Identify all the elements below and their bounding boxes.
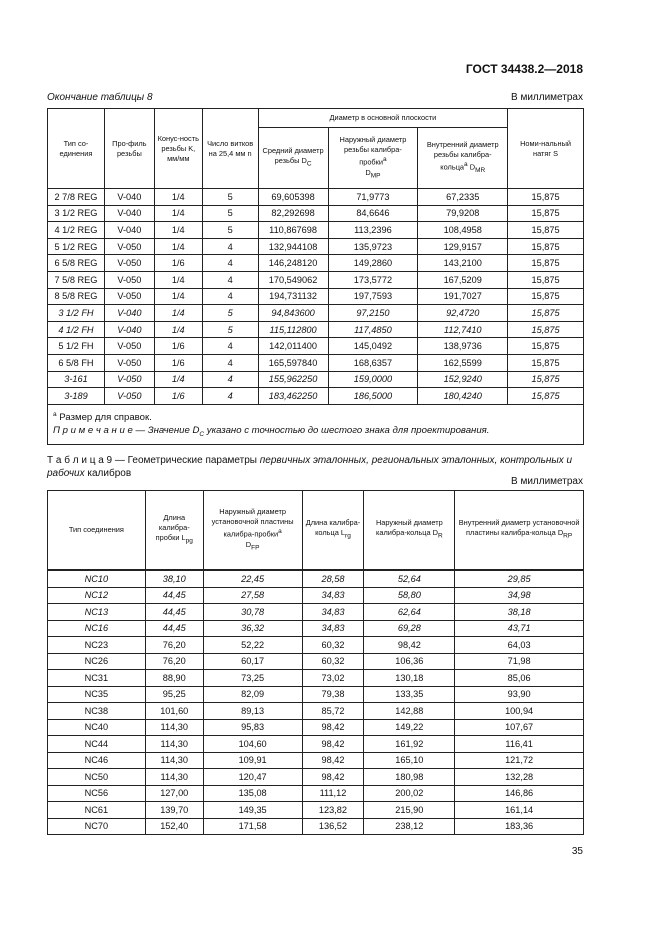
col-dc: Средний диаметр резьбы $D_C$ bbox=[258, 128, 328, 189]
table-cell: 60,17 bbox=[203, 653, 302, 670]
table-cell: 162,5599 bbox=[418, 354, 508, 371]
table-cell: 133,35 bbox=[364, 686, 455, 703]
table-cell: 161,92 bbox=[364, 736, 455, 753]
col-taper: Конус-ность резьбы K, мм/мм bbox=[154, 109, 202, 189]
table-cell: V-050 bbox=[104, 288, 154, 305]
table-cell: 183,462250 bbox=[258, 388, 328, 405]
table-cell: 27,58 bbox=[203, 587, 302, 604]
col-dmp: Наружный диаметр резьбы калибра-пробки$^a$ $D_{MP}$ bbox=[328, 128, 418, 189]
table-cell: 95,25 bbox=[145, 686, 203, 703]
col-dr: Наружный диаметр калибра-кольца $D_R$ bbox=[364, 491, 455, 571]
table-cell: 4 bbox=[202, 238, 258, 255]
table-cell: 180,98 bbox=[364, 769, 455, 786]
table-cell: 98,42 bbox=[302, 769, 364, 786]
table-cell: 117,4850 bbox=[328, 321, 418, 338]
table-cell: NC56 bbox=[48, 785, 146, 802]
table-cell: 15,875 bbox=[508, 222, 584, 239]
table-cell: NC31 bbox=[48, 670, 146, 687]
table-cell: 98,42 bbox=[302, 719, 364, 736]
table-cell: NC50 bbox=[48, 769, 146, 786]
table-cell: 180,4240 bbox=[418, 388, 508, 405]
table-cell: 1/4 bbox=[154, 271, 202, 288]
table-cell: 1/4 bbox=[154, 288, 202, 305]
table-row bbox=[48, 321, 584, 338]
table-cell: 98,42 bbox=[302, 736, 364, 753]
table-cell: V-040 bbox=[104, 189, 154, 206]
table-row bbox=[48, 670, 584, 687]
table-cell: 194,731132 bbox=[258, 288, 328, 305]
table-cell: 5 bbox=[202, 222, 258, 239]
table-cell: 98,42 bbox=[364, 637, 455, 654]
table-cell: V-040 bbox=[104, 205, 154, 222]
footnote-a: $^a$ Размер для справок. bbox=[53, 410, 152, 423]
table-cell: 5 bbox=[202, 321, 258, 338]
table-cell: 34,98 bbox=[455, 587, 584, 604]
col-type: Тип соединения bbox=[48, 491, 146, 571]
table-cell: 4 1/2 FH bbox=[48, 321, 105, 338]
table8-units: В миллиметрах bbox=[511, 92, 583, 103]
table-cell: 4 bbox=[202, 388, 258, 405]
table-cell: 129,9157 bbox=[418, 238, 508, 255]
table-cell: NC44 bbox=[48, 736, 146, 753]
table-cell: 4 bbox=[202, 255, 258, 272]
table-cell: 29,85 bbox=[455, 570, 584, 587]
table-cell: 167,5209 bbox=[418, 271, 508, 288]
table-row bbox=[48, 371, 584, 388]
table-cell: 30,78 bbox=[203, 604, 302, 621]
table-row bbox=[48, 222, 584, 239]
table-row bbox=[48, 653, 584, 670]
table-row bbox=[48, 736, 584, 753]
table-cell: 197,7593 bbox=[328, 288, 418, 305]
table-cell: 123,82 bbox=[302, 802, 364, 819]
table-cell: 85,72 bbox=[302, 703, 364, 720]
table-cell: 155,962250 bbox=[258, 371, 328, 388]
table-cell: 15,875 bbox=[508, 271, 584, 288]
table-cell: 3-161 bbox=[48, 371, 105, 388]
table-cell: 1/6 bbox=[154, 338, 202, 355]
table-cell: 115,112800 bbox=[258, 321, 328, 338]
table-cell: 82,292698 bbox=[258, 205, 328, 222]
table-cell: 238,12 bbox=[364, 818, 455, 835]
table-row bbox=[48, 288, 584, 305]
table-cell: 15,875 bbox=[508, 305, 584, 322]
table-cell: V-050 bbox=[104, 255, 154, 272]
table-cell: 1/4 bbox=[154, 238, 202, 255]
table-row bbox=[48, 703, 584, 720]
table9-units: В миллиметрах bbox=[511, 476, 583, 487]
table-cell: V-050 bbox=[104, 388, 154, 405]
table-cell: 73,02 bbox=[302, 670, 364, 687]
table-cell: 7 5/8 REG bbox=[48, 271, 105, 288]
table-row bbox=[48, 570, 584, 587]
table-row bbox=[48, 752, 584, 769]
table-cell: 82,09 bbox=[203, 686, 302, 703]
table-cell: 116,41 bbox=[455, 736, 584, 753]
col-dmr: Внутренний диаметр резьбы калибра-кольца$^a$ $D_{MR}$ bbox=[418, 128, 508, 189]
table-cell: NC35 bbox=[48, 686, 146, 703]
table-cell: 44,45 bbox=[145, 620, 203, 637]
table-cell: 152,40 bbox=[145, 818, 203, 835]
table8-notes bbox=[48, 404, 584, 444]
col-lrg: Длина калибра-кольца $L_{rg}$ bbox=[302, 491, 364, 571]
table-cell: 165,597840 bbox=[258, 354, 328, 371]
table-cell: V-040 bbox=[104, 222, 154, 239]
table-cell: 114,30 bbox=[145, 719, 203, 736]
table-cell: 15,875 bbox=[508, 354, 584, 371]
table-cell: 143,2100 bbox=[418, 255, 508, 272]
table-cell: 173,5772 bbox=[328, 271, 418, 288]
table-cell: 109,91 bbox=[203, 752, 302, 769]
table-cell: 146,86 bbox=[455, 785, 584, 802]
table-row bbox=[48, 388, 584, 405]
table-cell: 76,20 bbox=[145, 637, 203, 654]
table-row bbox=[48, 338, 584, 355]
table-cell: 136,52 bbox=[302, 818, 364, 835]
table-cell: 142,011400 bbox=[258, 338, 328, 355]
table9-caption: Т а б л и ц а 9 — Геометрические параметры первичных эталонных, региональных эталонных, контрольных и рабочих калибров bbox=[47, 455, 573, 479]
table-cell: NC70 bbox=[48, 818, 146, 835]
table-cell: 1/6 bbox=[154, 354, 202, 371]
table-cell: 69,28 bbox=[364, 620, 455, 637]
table-cell: 58,80 bbox=[364, 587, 455, 604]
table-cell: 149,2860 bbox=[328, 255, 418, 272]
table-cell: 120,47 bbox=[203, 769, 302, 786]
table8-note: П р и м е ч а н и е — Значение $D_C$ указано с точностью до шестого знака для проектирования. bbox=[53, 424, 490, 438]
table-cell: 1/6 bbox=[154, 255, 202, 272]
table-cell: 67,2335 bbox=[418, 189, 508, 206]
table-cell: 89,13 bbox=[203, 703, 302, 720]
table-cell: 200,02 bbox=[364, 785, 455, 802]
table-cell: NC10 bbox=[48, 570, 146, 587]
table-row bbox=[48, 719, 584, 736]
table-cell: 44,45 bbox=[145, 587, 203, 604]
table-cell: 22,45 bbox=[203, 570, 302, 587]
table-cell: 135,08 bbox=[203, 785, 302, 802]
col-turns: Число витков на 25,4 мм n bbox=[202, 109, 258, 189]
col-lpg: Длина калибра-пробки $L_{pg}$ bbox=[145, 491, 203, 571]
col-plane: Диаметр в основной плоскости bbox=[258, 109, 508, 128]
table-cell: 15,875 bbox=[508, 255, 584, 272]
table-cell: 8 5/8 REG bbox=[48, 288, 105, 305]
table-cell: 43,71 bbox=[455, 620, 584, 637]
table-cell: NC38 bbox=[48, 703, 146, 720]
table-cell: 5 bbox=[202, 189, 258, 206]
col-s: Номи-нальный натяг S bbox=[508, 109, 584, 189]
table-cell: 52,64 bbox=[364, 570, 455, 587]
table-cell: 69,605398 bbox=[258, 189, 328, 206]
table-cell: 95,83 bbox=[203, 719, 302, 736]
table-cell: 191,7027 bbox=[418, 288, 508, 305]
table-cell: 171,58 bbox=[203, 818, 302, 835]
table-cell: 3 1/2 REG bbox=[48, 205, 105, 222]
table-cell: 1/4 bbox=[154, 189, 202, 206]
table-cell: 132,28 bbox=[455, 769, 584, 786]
table8 bbox=[47, 108, 584, 445]
table-cell: 1/4 bbox=[154, 371, 202, 388]
table-cell: 98,42 bbox=[302, 752, 364, 769]
table-cell: 15,875 bbox=[508, 338, 584, 355]
col-dfp: Наружный диаметр установочной пластины калибра-пробки$^a$ $D_{FP}$ bbox=[203, 491, 302, 571]
table-cell: 110,867698 bbox=[258, 222, 328, 239]
table-cell: 79,38 bbox=[302, 686, 364, 703]
table-row bbox=[48, 205, 584, 222]
table-cell: V-040 bbox=[104, 321, 154, 338]
table-cell: 38,18 bbox=[455, 604, 584, 621]
table-cell: 4 1/2 REG bbox=[48, 222, 105, 239]
table-cell: 64,03 bbox=[455, 637, 584, 654]
table-cell: 152,9240 bbox=[418, 371, 508, 388]
table-cell: 168,6357 bbox=[328, 354, 418, 371]
table-row bbox=[48, 255, 584, 272]
table-cell: 1/4 bbox=[154, 321, 202, 338]
table-cell: NC16 bbox=[48, 620, 146, 637]
table-cell: 15,875 bbox=[508, 371, 584, 388]
table-cell: 101,60 bbox=[145, 703, 203, 720]
standard-header: ГОСТ 34438.2—2018 bbox=[465, 62, 583, 76]
table-cell: 170,549062 bbox=[258, 271, 328, 288]
table-row bbox=[48, 354, 584, 371]
table-cell: 114,30 bbox=[145, 769, 203, 786]
table-cell: 15,875 bbox=[508, 388, 584, 405]
table-cell: 1/4 bbox=[154, 222, 202, 239]
table-cell: 145,0492 bbox=[328, 338, 418, 355]
table-cell: 4 bbox=[202, 338, 258, 355]
table-cell: 183,36 bbox=[455, 818, 584, 835]
table-cell: 38,10 bbox=[145, 570, 203, 587]
table-cell: 84,6646 bbox=[328, 205, 418, 222]
table-cell: V-050 bbox=[104, 354, 154, 371]
table-cell: 34,83 bbox=[302, 620, 364, 637]
table-row bbox=[48, 238, 584, 255]
table-cell: 111,12 bbox=[302, 785, 364, 802]
table-cell: 112,7410 bbox=[418, 321, 508, 338]
table-cell: 15,875 bbox=[508, 189, 584, 206]
table-cell: 2 7/8 REG bbox=[48, 189, 105, 206]
table-cell: 88,90 bbox=[145, 670, 203, 687]
table-cell: 1/6 bbox=[154, 388, 202, 405]
table-cell: 34,83 bbox=[302, 604, 364, 621]
table-cell: 215,90 bbox=[364, 802, 455, 819]
table-cell: V-050 bbox=[104, 238, 154, 255]
table-cell: 60,32 bbox=[302, 637, 364, 654]
table-cell: 15,875 bbox=[508, 205, 584, 222]
table-cell: 4 bbox=[202, 288, 258, 305]
table-cell: 15,875 bbox=[508, 321, 584, 338]
table-row bbox=[48, 587, 584, 604]
table-cell: NC26 bbox=[48, 653, 146, 670]
table-row bbox=[48, 271, 584, 288]
table-cell: 5 bbox=[202, 305, 258, 322]
table-cell: 15,875 bbox=[508, 238, 584, 255]
table-cell: 28,58 bbox=[302, 570, 364, 587]
table-cell: 100,94 bbox=[455, 703, 584, 720]
table-cell: NC40 bbox=[48, 719, 146, 736]
table-cell: 186,5000 bbox=[328, 388, 418, 405]
table-cell: 79,9208 bbox=[418, 205, 508, 222]
table-cell: 36,32 bbox=[203, 620, 302, 637]
table-cell: 114,30 bbox=[145, 752, 203, 769]
table-cell: 1/4 bbox=[154, 205, 202, 222]
table-cell: 71,9773 bbox=[328, 189, 418, 206]
table-cell: 92,4720 bbox=[418, 305, 508, 322]
table-row bbox=[48, 686, 584, 703]
table-cell: 161,14 bbox=[455, 802, 584, 819]
col-profile: Про-филь резьбы bbox=[104, 109, 154, 189]
table-cell: 135,9723 bbox=[328, 238, 418, 255]
table-cell: 142,88 bbox=[364, 703, 455, 720]
table-row bbox=[48, 637, 584, 654]
table-cell: 44,45 bbox=[145, 604, 203, 621]
table-cell: 71,98 bbox=[455, 653, 584, 670]
table-cell: 97,2150 bbox=[328, 305, 418, 322]
table-cell: 108,4958 bbox=[418, 222, 508, 239]
table-cell: 146,248120 bbox=[258, 255, 328, 272]
table-cell: 149,22 bbox=[364, 719, 455, 736]
table-row bbox=[48, 785, 584, 802]
table-cell: 1/4 bbox=[154, 305, 202, 322]
table-cell: 3-189 bbox=[48, 388, 105, 405]
table-cell: 60,32 bbox=[302, 653, 364, 670]
table-cell: 6 5/8 REG bbox=[48, 255, 105, 272]
table-cell: 106,36 bbox=[364, 653, 455, 670]
table-cell: 139,70 bbox=[145, 802, 203, 819]
table-cell: NC12 bbox=[48, 587, 146, 604]
table8-caption: Окончание таблицы 8 bbox=[47, 92, 153, 103]
table-cell: 114,30 bbox=[145, 736, 203, 753]
table-row bbox=[48, 604, 584, 621]
table-cell: 76,20 bbox=[145, 653, 203, 670]
table-cell: 104,60 bbox=[203, 736, 302, 753]
table-cell: 138,9736 bbox=[418, 338, 508, 355]
table-row bbox=[48, 620, 584, 637]
table-cell: 107,67 bbox=[455, 719, 584, 736]
table-cell: 121,72 bbox=[455, 752, 584, 769]
table-cell: 132,944108 bbox=[258, 238, 328, 255]
table-cell: 127,00 bbox=[145, 785, 203, 802]
table-row bbox=[48, 305, 584, 322]
table-cell: 4 bbox=[202, 354, 258, 371]
page-number: 35 bbox=[571, 846, 583, 857]
table-cell: 3 1/2 FH bbox=[48, 305, 105, 322]
table-row bbox=[48, 189, 584, 206]
table-cell: 85,06 bbox=[455, 670, 584, 687]
table-cell: 52,22 bbox=[203, 637, 302, 654]
table-row bbox=[48, 802, 584, 819]
table9 bbox=[47, 490, 584, 835]
table-cell: 5 bbox=[202, 205, 258, 222]
table-cell: 73,25 bbox=[203, 670, 302, 687]
table-cell: 5 1/2 FH bbox=[48, 338, 105, 355]
table-row bbox=[48, 769, 584, 786]
table-cell: 159,0000 bbox=[328, 371, 418, 388]
table-cell: 5 1/2 REG bbox=[48, 238, 105, 255]
table-cell: 130,18 bbox=[364, 670, 455, 687]
table-cell: 4 bbox=[202, 371, 258, 388]
table-row bbox=[48, 818, 584, 835]
table-cell: V-050 bbox=[104, 371, 154, 388]
table-cell: 94,843600 bbox=[258, 305, 328, 322]
table-cell: NC61 bbox=[48, 802, 146, 819]
table-cell: 113,2396 bbox=[328, 222, 418, 239]
table-cell: V-050 bbox=[104, 338, 154, 355]
table-cell: NC23 bbox=[48, 637, 146, 654]
table-cell: 34,83 bbox=[302, 587, 364, 604]
table-cell: V-040 bbox=[104, 305, 154, 322]
table-cell: 165,10 bbox=[364, 752, 455, 769]
table-cell: 62,64 bbox=[364, 604, 455, 621]
table-cell: NC13 bbox=[48, 604, 146, 621]
table-cell: 15,875 bbox=[508, 288, 584, 305]
table-cell: V-050 bbox=[104, 271, 154, 288]
col-type: Тип со-единения bbox=[48, 109, 105, 189]
table-cell: 149,35 bbox=[203, 802, 302, 819]
col-drp: Внутренний диаметр установочной пластины калибра-кольца $D_{RP}$ bbox=[455, 491, 584, 571]
table-cell: 93,90 bbox=[455, 686, 584, 703]
table-cell: NC46 bbox=[48, 752, 146, 769]
table-cell: 6 5/8 FH bbox=[48, 354, 105, 371]
table-cell: 4 bbox=[202, 271, 258, 288]
